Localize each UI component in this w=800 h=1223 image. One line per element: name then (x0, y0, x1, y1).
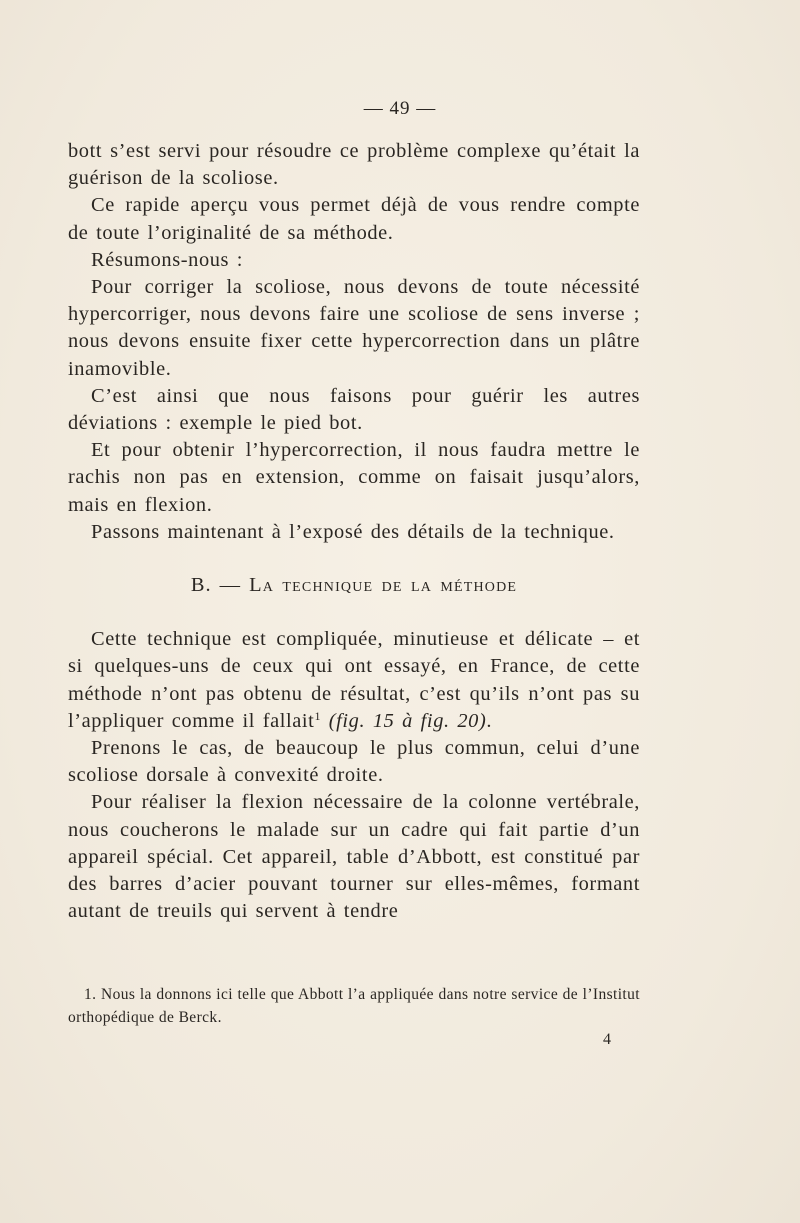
footnote (68, 983, 640, 1029)
figure-reference: (fig. 15 à fig. 20) (328, 709, 487, 732)
paragraph-end: . (486, 709, 493, 732)
page-number: — 49 — (363, 98, 437, 119)
footnote-text: 1. Nous la donnons ici telle que Abbott l’a appliquée dans notre service de l’Institut orthopédique de Berck. (68, 986, 640, 1026)
signature-mark: 4 (603, 1031, 611, 1048)
footnote-mark: 1 (314, 708, 322, 723)
section-heading-prefix: B. — (190, 574, 250, 597)
paragraph: bott s’est servi pour résoudre ce problème complexe qu’était la guérison de la scoliose. (68, 140, 640, 190)
paragraph: Pour corriger la scoliose, nous devons de toute nécessité hypercorriger, nous devons faire une scoliose de sens inverse ; nous devons ensuite fixer cette hypercorrection dans un plâtre inamovible. (68, 276, 640, 380)
section-heading-title: La technique de la méthode (249, 574, 518, 597)
paragraph: Passons maintenant à l’exposé des détails de la technique. (91, 520, 615, 543)
paragraph: Résumons-nous : (91, 248, 244, 271)
paragraph: Ce rapide aperçu vous permet déjà de vous rendre compte de toute l’originalité de sa méthode. (68, 194, 640, 244)
body-text (68, 138, 640, 925)
paragraph: C’est ainsi que nous faisons pour guérir les autres déviations : exemple le pied bot. (68, 384, 640, 435)
section-heading (68, 572, 640, 599)
paragraph (68, 626, 640, 735)
paragraph: Prenons le cas, de beaucoup le plus commun, celui d’une scoliose dorsale à convexité droite. (68, 737, 640, 787)
paragraph: Et pour obtenir l’hypercorrection, il nous faudra mettre le rachis non pas en extension, comme on faisait jusqu’alors, mais en flexion. (68, 439, 640, 516)
paragraph: Pour réaliser la flexion nécessaire de la colonne vertébrale, nous coucherons le malade sur un cadre qui fait partie d’un appareil spécial. Cet appareil, table d’Abbott, est constitué par des barres d’acier pouvant tourner sur elles-mêmes, formant autant de treuils qui servent à tendre (68, 791, 640, 923)
paragraph-text: Cette technique est compliquée, minutieuse et délicate – et si quelques-uns de ceux qui ont essayé, en France, de cette méthode n’ont pas obtenu de résultat, c’est qu’ils n’ont pas su l’appliquer comme il fallait (68, 628, 640, 732)
